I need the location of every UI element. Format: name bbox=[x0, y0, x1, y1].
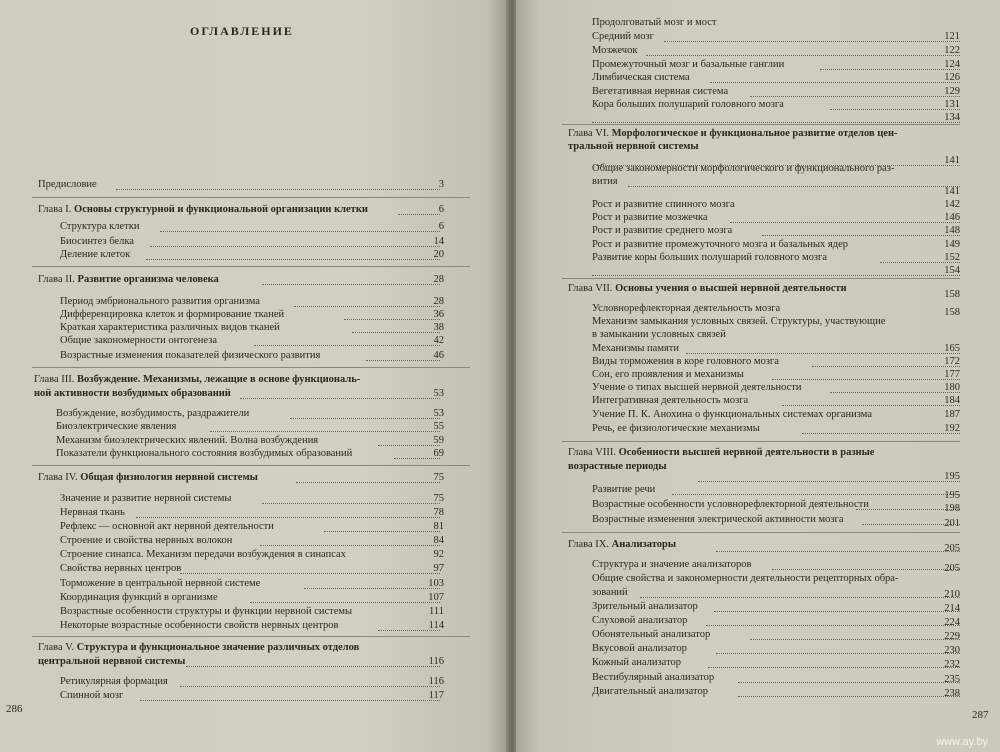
toc-page-number: 148 bbox=[944, 225, 960, 236]
toc-page-number: 238 bbox=[944, 688, 960, 699]
toc-entry-text: Нервная ткань bbox=[60, 507, 125, 518]
toc-entry-text: Развитие коры больших полушарий головного мозга bbox=[592, 252, 828, 263]
toc-page-number: 121 bbox=[944, 31, 960, 42]
toc-entry-text: Возрастные особенности условнорефлекторной деятельности bbox=[592, 499, 869, 510]
chapter-prefix: Глава VII. bbox=[568, 283, 613, 294]
toc-entry-text: Вестибулярный анализатор bbox=[592, 672, 715, 683]
chapter-entry bbox=[568, 539, 676, 551]
toc-page-number: 75 bbox=[433, 493, 444, 504]
chapter-entry-continuation bbox=[34, 388, 231, 400]
toc-page-number: 81 bbox=[433, 521, 444, 532]
toc-entry-text: Учение П. К. Анохина о функциональных системах организма bbox=[592, 409, 873, 420]
chapter-title: Основы учения о высшей нервной деятельности bbox=[615, 283, 847, 294]
toc-entry-text: Структура клетки bbox=[60, 221, 140, 232]
toc-entry-text: Продолговатый мозг и мост bbox=[592, 17, 717, 28]
chapter-entry-continuation bbox=[568, 461, 667, 473]
toc-entry-text: Вкусовой анализатор bbox=[592, 643, 687, 654]
leader-dots bbox=[628, 186, 960, 187]
toc-entry-text: Координация функций в организме bbox=[60, 592, 218, 603]
leader-dots bbox=[714, 611, 960, 612]
leader-dots bbox=[180, 686, 440, 687]
toc-entry-text: Возрастные изменения показателей физического развития bbox=[60, 350, 321, 361]
toc-entry-text: Деление клеток bbox=[60, 249, 131, 260]
toc-page-number: 198 bbox=[944, 503, 960, 514]
toc-page-number: 214 bbox=[944, 603, 960, 614]
leader-dots bbox=[640, 597, 960, 598]
toc-page-number: 114 bbox=[428, 620, 444, 631]
toc-entry-text: Виды торможения в коре головного мозга bbox=[592, 356, 779, 367]
toc-page-number: 20 bbox=[433, 249, 444, 260]
chapter-title-line2: ной активности возбудимых образований bbox=[34, 388, 231, 399]
toc-page-number: 152 bbox=[944, 252, 960, 263]
leader-dots bbox=[210, 431, 440, 432]
toc-entry-text: Строение синапса. Механизм передачи возбуждения в синапсах bbox=[60, 549, 346, 560]
toc-entry-text: Краткая характеристика различных видов тканей bbox=[60, 322, 280, 333]
toc-page-number: 117 bbox=[428, 690, 444, 701]
leader-dots bbox=[186, 666, 440, 667]
toc-page-number: 84 bbox=[433, 535, 444, 546]
toc-entry-continuation: в замыкании условных связей bbox=[592, 329, 726, 340]
chapter-title: Развитие организма человека bbox=[77, 274, 219, 285]
toc-page-number: 75 bbox=[433, 472, 444, 483]
chapter-title: Морфологическое и функциональное развитие отделов цен- bbox=[611, 128, 898, 139]
toc-page-number: 195 bbox=[944, 471, 960, 482]
toc-page-number: 116 bbox=[428, 656, 444, 667]
toc-entry-text: Некоторые возрастные особенности свойств нервных центров bbox=[60, 620, 339, 631]
toc-entry-text: Механизм замыкания условных связей. Структуры, участвующие bbox=[592, 316, 886, 327]
chapter-entry bbox=[568, 283, 847, 295]
chapter-entry-continuation bbox=[568, 141, 699, 153]
toc-entry-text: Развитие речи bbox=[592, 484, 656, 495]
chapter-title: Общая физиология нервной системы bbox=[80, 472, 258, 483]
chapter-entry bbox=[38, 472, 258, 484]
toc-page-number: 192 bbox=[944, 423, 960, 434]
toc-page-number: 177 bbox=[944, 369, 960, 380]
toc-page-number: 184 bbox=[944, 395, 960, 406]
toc-entry-text: Торможение в центральной нервной системе bbox=[60, 578, 261, 589]
toc-page-number: 131 bbox=[944, 99, 960, 110]
toc-entry-text: Рефлекс — основной акт нервной деятельности bbox=[60, 521, 274, 532]
toc-entry-text: Спинной мозг bbox=[60, 690, 124, 701]
toc-entry-text: Дифференцировка клеток и формирование тканей bbox=[60, 309, 285, 320]
page-number: 287 bbox=[972, 709, 989, 721]
toc-entry-text: Рост и развитие спинного мозга bbox=[592, 199, 735, 210]
toc-entry-text: Рост и развитие мозжечка bbox=[592, 212, 708, 223]
toc-page-number: 38 bbox=[433, 322, 444, 333]
leader-dots bbox=[672, 494, 960, 495]
toc-entry-text: Ретикулярная формация bbox=[60, 676, 168, 687]
toc-page-number: 122 bbox=[944, 45, 960, 56]
toc-page-number: 224 bbox=[944, 617, 960, 628]
toc-entry-text: Свойства нервных центров bbox=[60, 563, 182, 574]
leader-dots bbox=[180, 573, 440, 574]
chapter-prefix: Глава IV. bbox=[38, 472, 78, 483]
leader-dots bbox=[140, 700, 440, 701]
toc-page-number: 165 bbox=[944, 343, 960, 354]
divider bbox=[32, 636, 470, 637]
toc-page-number: 126 bbox=[944, 72, 960, 83]
divider bbox=[32, 266, 470, 267]
toc-entry-text: Слуховой анализатор bbox=[592, 615, 688, 626]
toc-page-number: 129 bbox=[944, 86, 960, 97]
divider bbox=[562, 278, 960, 279]
toc-page-number: 141 bbox=[944, 186, 960, 197]
toc-page-number: 146 bbox=[944, 212, 960, 223]
toc-entry-text: Двигательный анализатор bbox=[592, 686, 709, 697]
toc-page-number: 229 bbox=[944, 631, 960, 642]
toc-page-number: 158 bbox=[944, 289, 960, 300]
toc-page-number: 6 bbox=[438, 221, 444, 232]
toc-entry-text: Возрастные изменения электрической активности мозга bbox=[592, 514, 844, 525]
toc-page-number: 149 bbox=[944, 239, 960, 250]
toc-page-number: 142 bbox=[944, 199, 960, 210]
toc-page-number: 28 bbox=[433, 296, 444, 307]
chapter-prefix: Глава VIII. bbox=[568, 447, 616, 458]
toc-entry-text: Средний мозг bbox=[592, 31, 654, 42]
toc-page-number: 187 bbox=[944, 409, 960, 420]
toc-page-number: 201 bbox=[944, 518, 960, 529]
toc-page-number: 36 bbox=[433, 309, 444, 320]
toc-page-number: 46 bbox=[433, 350, 444, 361]
toc-page-number: 205 bbox=[944, 563, 960, 574]
leader-dots bbox=[708, 667, 960, 668]
chapter-entry bbox=[38, 204, 368, 216]
toc-page-number: 92 bbox=[433, 549, 444, 560]
toc-entry-text: Биоэлектрические явления bbox=[56, 421, 177, 432]
toc-entry-text: Вегетативная нервная система bbox=[592, 86, 729, 97]
toc-entry-text: Возбуждение, возбудимость, раздражители bbox=[56, 408, 250, 419]
chapter-title-line2: центральной нервной системы bbox=[38, 656, 186, 667]
chapter-prefix: Глава IX. bbox=[568, 539, 609, 550]
toc-page-number: 107 bbox=[428, 592, 444, 603]
toc-page-number: 6 bbox=[438, 204, 444, 215]
chapter-prefix: Глава V. bbox=[38, 642, 75, 653]
toc-entry-text: Мозжечок bbox=[592, 45, 638, 56]
page-number: 286 bbox=[6, 703, 23, 715]
chapter-prefix: Глава III. bbox=[34, 374, 75, 385]
toc-page-number: 158 bbox=[944, 307, 960, 318]
toc-entry-text: Зрительный анализатор bbox=[592, 601, 698, 612]
toc-entry-text: Структура и значение анализаторов bbox=[592, 559, 752, 570]
toc-page-number: 205 bbox=[944, 543, 960, 554]
leader-dots bbox=[698, 481, 960, 482]
leader-dots bbox=[646, 55, 960, 56]
leader-dots bbox=[150, 246, 440, 247]
chapter-prefix: Глава I. bbox=[38, 204, 72, 215]
toc-entry-text: Возрастные особенности структуры и функции нервной системы bbox=[60, 606, 353, 617]
chapter-prefix: Глава II. bbox=[38, 274, 75, 285]
toc-entry-text: Рост и развитие среднего мозга bbox=[592, 225, 733, 236]
chapter-entry bbox=[568, 447, 874, 459]
toc-entry-text: Общие закономерности онтогенеза bbox=[60, 335, 218, 346]
toc-entry-text: Строение и свойства нервных волокон bbox=[60, 535, 233, 546]
divider bbox=[562, 532, 960, 533]
toc-entry-text: Сон, его проявления и механизмы bbox=[592, 369, 744, 380]
chapter-title: Анализаторы bbox=[611, 539, 677, 550]
leader-dots bbox=[716, 653, 960, 654]
toc-page-number: 134 bbox=[944, 112, 960, 123]
toc-page-number: 3 bbox=[438, 179, 444, 190]
leader-dots bbox=[706, 625, 960, 626]
right-page bbox=[516, 0, 1000, 752]
leader-dots bbox=[664, 41, 960, 42]
toc-entry-text: Лимбическая система bbox=[592, 72, 690, 83]
toc-entry-text: Интегративная деятельность мозга bbox=[592, 395, 749, 406]
toc-page-number: 55 bbox=[433, 421, 444, 432]
chapter-entry bbox=[34, 374, 360, 386]
toc-entry-text: Общие свойства и закономерности деятельности рецепторных обра- bbox=[592, 573, 899, 584]
toc-page-number: 230 bbox=[944, 645, 960, 656]
leader-dots bbox=[592, 122, 960, 123]
toc-entry-text: Период эмбрионального развития организма bbox=[60, 296, 260, 307]
toc-page-number: 53 bbox=[433, 388, 444, 399]
chapter-title: Структура и функциональное значение различных отделов bbox=[76, 642, 360, 653]
toc-page-number: 172 bbox=[944, 356, 960, 367]
toc-entry-continuation: зований bbox=[592, 587, 628, 598]
leader-dots bbox=[716, 551, 960, 552]
toc-entry-text: Общие закономерности морфологического и функционального раз- bbox=[592, 163, 895, 174]
toc-page-number: 154 bbox=[944, 265, 960, 276]
chapter-prefix: Глава VI. bbox=[568, 128, 609, 139]
toc-page-number: 232 bbox=[944, 659, 960, 670]
chapter-title: Основы структурной и функциональной организации клетки bbox=[74, 204, 368, 215]
toc-page-number: 235 bbox=[944, 674, 960, 685]
leader-dots bbox=[136, 517, 440, 518]
toc-page-number: 180 bbox=[944, 382, 960, 393]
chapter-entry-continuation bbox=[38, 656, 185, 668]
toc-entry-text: Речь, ее физиологические механизмы bbox=[592, 423, 760, 434]
divider bbox=[562, 441, 960, 442]
toc-page-number: 78 bbox=[433, 507, 444, 518]
toc-page-number: 53 bbox=[433, 408, 444, 419]
toc-entry-text: Механизм биоэлектрических явлений. Волна возбуждения bbox=[56, 435, 319, 446]
toc-entry-text: Кожный анализатор bbox=[592, 657, 682, 668]
chapter-title: Возбуждение. Механизмы, лежащие в основе функциональ- bbox=[77, 374, 361, 385]
chapter-title-line2: тральной нервной системы bbox=[568, 141, 699, 152]
toc-page-number: 210 bbox=[944, 589, 960, 600]
divider bbox=[32, 197, 470, 198]
leader-dots bbox=[116, 189, 440, 190]
toc-page-number: 141 bbox=[944, 155, 960, 166]
toc-entry-text: Предисловие bbox=[38, 179, 97, 190]
toc-entry-text: Обонятельный анализатор bbox=[592, 629, 711, 640]
toc-page-number: 69 bbox=[433, 448, 444, 459]
toc-page-number: 103 bbox=[428, 578, 444, 589]
toc-entry-text: Кора больших полушарий головного мозга bbox=[592, 99, 784, 110]
watermark: www.ay.by bbox=[936, 736, 988, 748]
toc-page-number: 195 bbox=[944, 490, 960, 501]
leader-dots bbox=[146, 259, 440, 260]
leader-dots bbox=[686, 353, 960, 354]
toc-page-number: 14 bbox=[433, 236, 444, 247]
toc-entry-text: Учение о типах высшей нервной деятельности bbox=[592, 382, 802, 393]
toc-entry-text: Рост и развитие промежуточного мозга и базальных ядер bbox=[592, 239, 849, 250]
toc-page-number: 28 bbox=[433, 274, 444, 285]
chapter-title: Особенности высшей нервной деятельности в разные bbox=[618, 447, 875, 458]
chapter-title-line2: возрастные периоды bbox=[568, 461, 667, 472]
leader-dots bbox=[160, 231, 440, 232]
leader-dots bbox=[592, 275, 960, 276]
divider bbox=[562, 124, 960, 125]
toc-entry-text: Промежуточный мозг и базальные ганглии bbox=[592, 59, 785, 70]
divider bbox=[32, 465, 470, 466]
toc-entry-text: Показатели функционального состояния возбудимых образований bbox=[56, 448, 353, 459]
toc-entry-text: Биосинтез белка bbox=[60, 236, 134, 247]
toc-page-number: 124 bbox=[944, 59, 960, 70]
chapter-entry bbox=[38, 274, 219, 286]
page-title: ОГЛАВЛЕНИЕ bbox=[190, 24, 294, 38]
chapter-entry bbox=[568, 128, 898, 140]
toc-entry-text: Механизмы памяти bbox=[592, 343, 680, 354]
toc-entry-continuation: вития bbox=[592, 176, 618, 187]
toc-page-number: 116 bbox=[428, 676, 444, 687]
toc-page-number: 59 bbox=[433, 435, 444, 446]
leader-dots bbox=[710, 82, 960, 83]
toc-page-number: 42 bbox=[433, 335, 444, 346]
chapter-entry bbox=[38, 642, 359, 654]
toc-entry-text: Значение и развитие нервной системы bbox=[60, 493, 232, 504]
toc-page-number: 97 bbox=[433, 563, 444, 574]
toc-page-number: 111 bbox=[429, 606, 444, 617]
divider bbox=[32, 367, 470, 368]
toc-entry-text: Условнорефлекторная деятельность мозга bbox=[592, 303, 781, 314]
